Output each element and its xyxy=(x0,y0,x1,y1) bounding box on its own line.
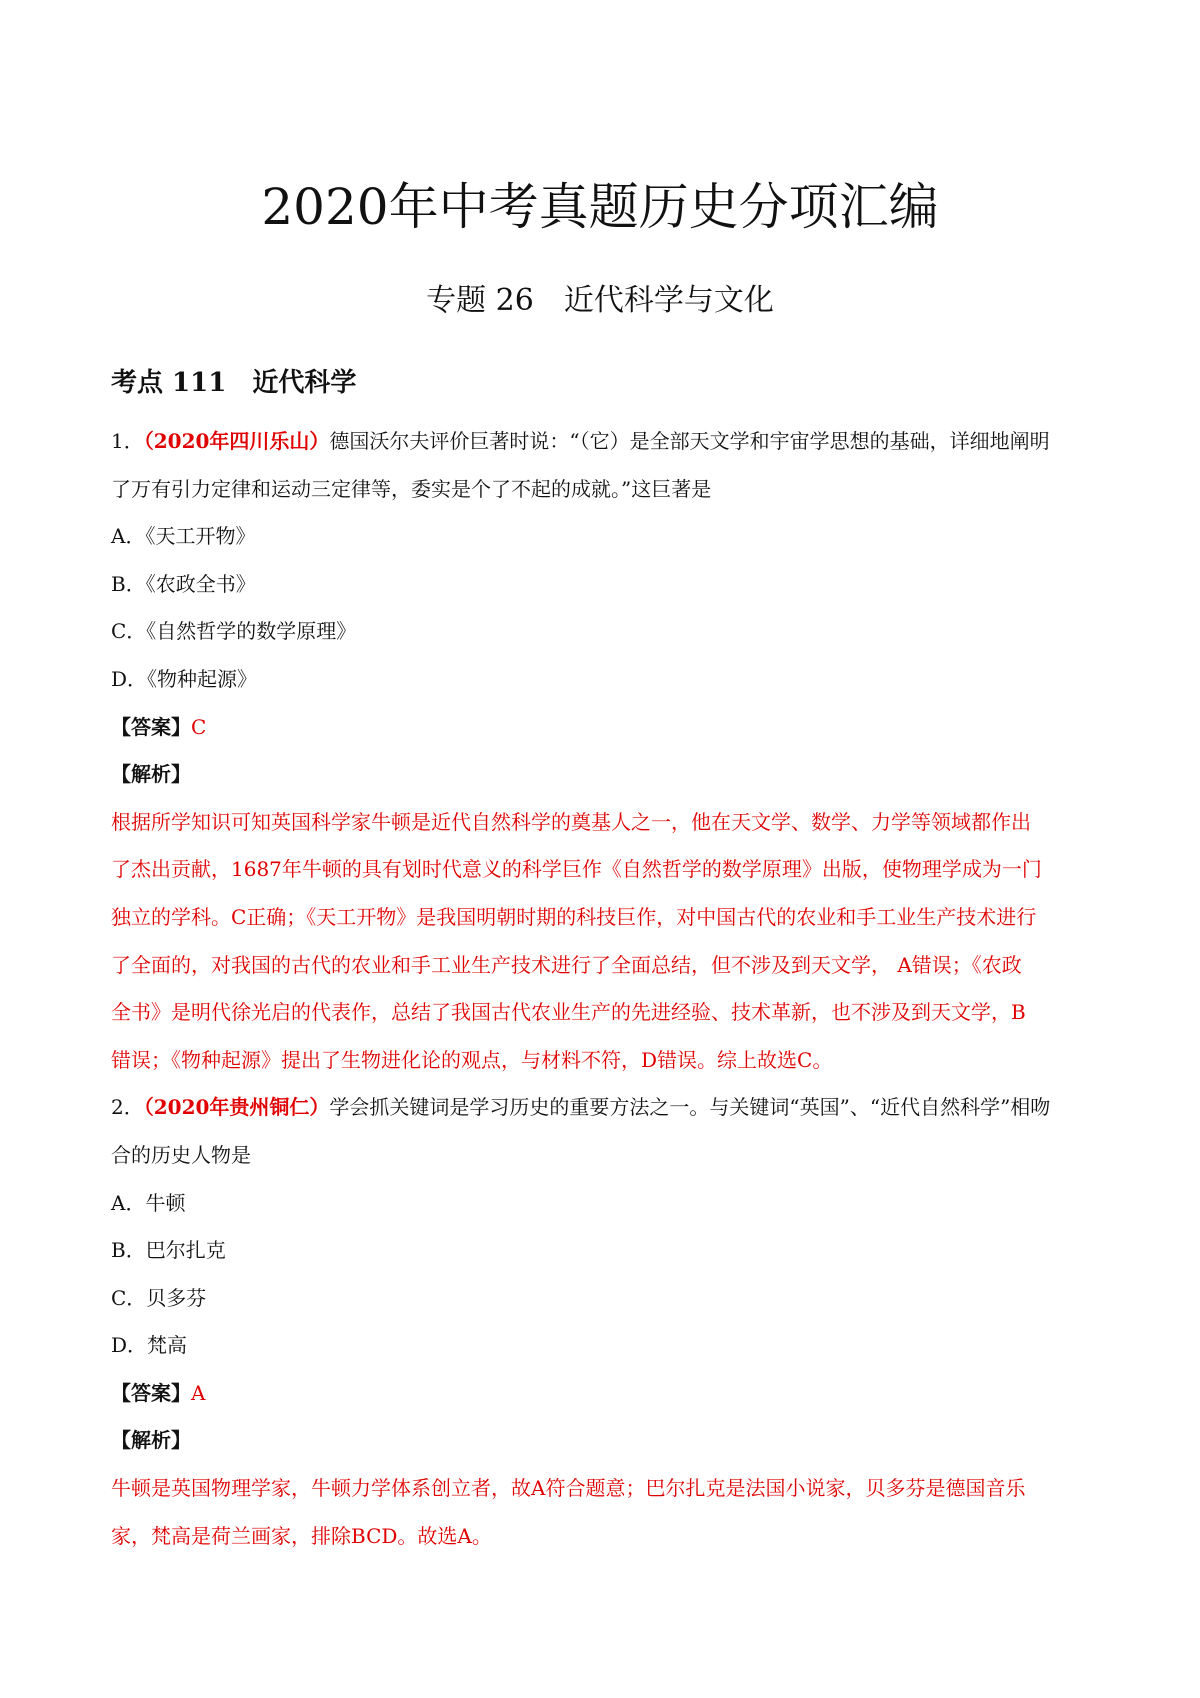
answer-label: 【答案】 xyxy=(111,714,191,739)
question-2-option-d: D．梵高 xyxy=(111,1333,188,1358)
question-1-analysis-line: 全书》是明代徐光启的代表作，总结了我国古代农业生产的先进经验、技术革新，也不涉及到天文学，B xyxy=(111,1000,1026,1025)
question-2-option-b: B．巴尔扎克 xyxy=(111,1238,226,1263)
question-1-stem xyxy=(111,418,1101,466)
question-1-analysis-line: 错误；《物种起源》提出了生物进化论的观点，与材料不符，D错误。综上故选C。 xyxy=(111,1047,833,1072)
question-1-analysis-label: 【解析】 xyxy=(111,762,191,787)
question-1-analysis-line: 了全面的，对我国的古代的农业和手工业生产技术进行了全面总结，但不涉及到天文学， A错误；《农政 xyxy=(111,952,1022,977)
question-1-stem-cont: 了万有引力定律和运动三定律等，委实是个了不起的成就。”这巨著是 xyxy=(111,476,712,501)
question-2-stem-cont: 合的历史人物是 xyxy=(111,1142,251,1167)
question-list xyxy=(111,418,1101,1560)
section-heading: 考点 111 近代科学 xyxy=(111,368,357,398)
question-2-stem xyxy=(111,1084,1101,1132)
answer-label: 【答案】 xyxy=(111,1380,191,1405)
question-1-option-c: C．《自然哲学的数学原理》 xyxy=(111,619,357,644)
question-2-analysis-label: 【解析】 xyxy=(111,1428,191,1453)
question-number: 2． xyxy=(111,1095,144,1120)
question-number: 1． xyxy=(111,429,144,453)
answer-value: C xyxy=(191,714,207,739)
question-1-analysis-line: 独立的学科。C正确；《天工开物》是我国明朝时期的科技巨作，对中国古代的农业和手工业生产技术进行 xyxy=(111,904,1037,929)
question-1-option-b: B．《农政全书》 xyxy=(111,571,256,596)
question-text: 学会抓关键词是学习历史的重要方法之一。与关键词“英国”、“近代自然科学”相吻 xyxy=(329,1095,1051,1120)
document-title: 2020年中考真题历史分项汇编 xyxy=(261,178,939,236)
question-1-option-d: D．《物种起源》 xyxy=(111,666,258,691)
question-2-option-a: A．牛顿 xyxy=(111,1190,186,1215)
question-2-analysis-line: 牛顿是英国物理学家，牛顿力学体系创立者，故A符合题意；巴尔扎克是法国小说家，贝多芬是德国音乐 xyxy=(111,1476,1026,1501)
question-2-option-c: C．贝多芬 xyxy=(111,1285,207,1310)
question-1-option-a: A．《天工开物》 xyxy=(111,524,256,549)
question-source: （2020年四川乐山） xyxy=(143,429,330,453)
question-text: 德国沃尔夫评价巨著时说：“（它）是全部天文学和宇宙学思想的基础，详细地阐明 xyxy=(329,429,1050,453)
question-1-analysis-line: 根据所学知识可知英国科学家牛顿是近代自然科学的奠基人之一，他在天文学、数学、力学等领域都作出 xyxy=(111,809,1031,834)
question-2-analysis-line: 家，梵高是荷兰画家，排除BCD。故选A。 xyxy=(111,1523,492,1548)
answer-value: A xyxy=(191,1380,206,1405)
question-2-answer xyxy=(111,1370,1101,1418)
question-1-analysis-line: 了杰出贡献，1687年牛顿的具有划时代意义的科学巨作《自然哲学的数学原理》出版，使物理学成为一门 xyxy=(111,857,1042,882)
topic-subtitle: 专题 26 近代科学与文化 xyxy=(426,283,774,318)
question-source: （2020年贵州铜仁） xyxy=(143,1095,330,1120)
question-1-answer xyxy=(111,704,1101,752)
